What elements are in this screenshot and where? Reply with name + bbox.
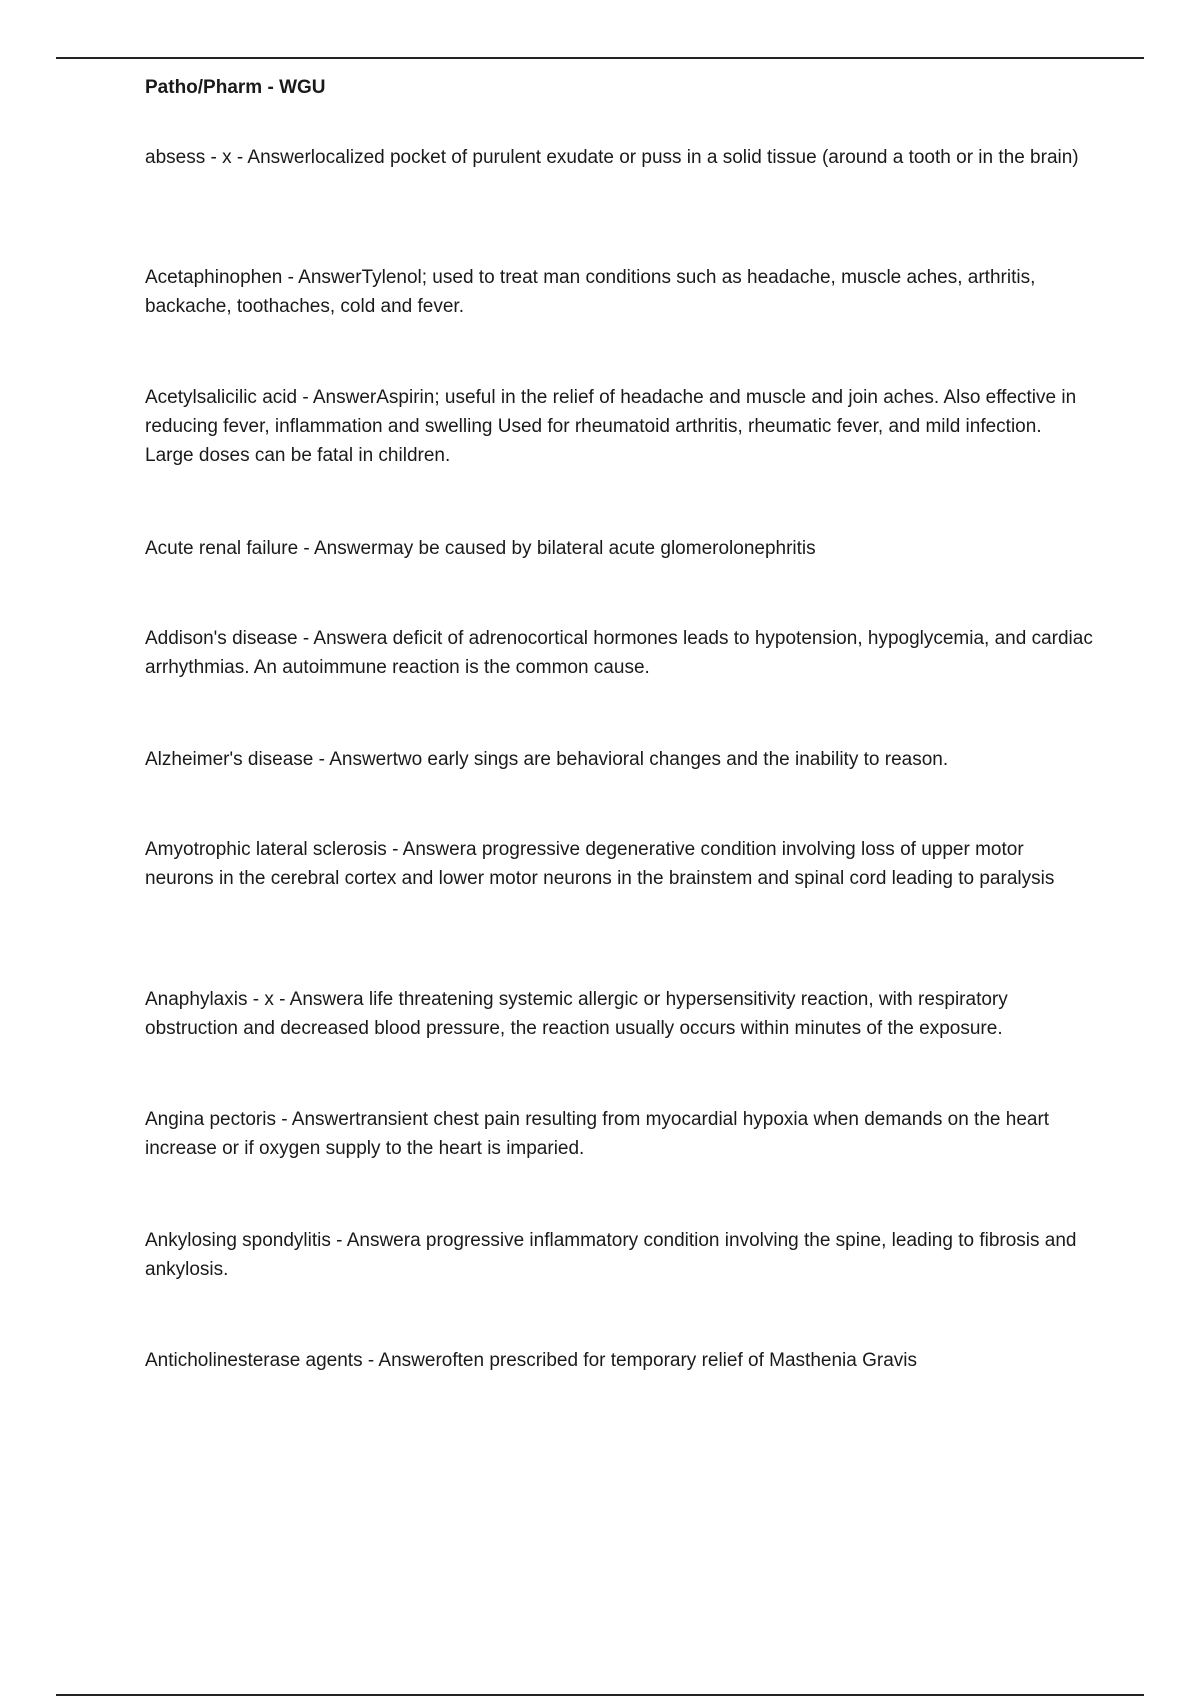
entry-term: Acetylsalicilic acid - Answer: [145, 387, 377, 408]
entry-term: Alzheimer's disease - Answer: [145, 749, 393, 770]
entry-addisons-disease: [145, 624, 1095, 682]
page-title: Patho/Pharm - WGU: [145, 77, 326, 98]
entry-definition: Tylenol; used to treat man conditions such as headache, muscle aches, arthritis, backache, toothaches, cold and fever.: [145, 267, 1036, 317]
entry-anaphylaxis: [145, 985, 1095, 1043]
entry-anticholinesterase-agents: [145, 1346, 1095, 1375]
entry-definition: may be caused by bilateral acute glomerolonephritis: [377, 538, 816, 559]
entry-absess: [145, 143, 1095, 172]
entry-term: Amyotrophic lateral sclerosis - Answer: [145, 839, 466, 860]
entry-amyotrophic-lateral-sclerosis: [145, 835, 1095, 893]
entry-term: Angina pectoris - Answer: [145, 1109, 356, 1130]
entry-ankylosing-spondylitis: [145, 1226, 1095, 1284]
entry-definition: a deficit of adrenocortical hormones leads to hypotension, hypoglycemia, and cardiac arrhythmias. An autoimmune reaction is the common cause.: [145, 628, 1093, 678]
entry-alzheimers-disease: [145, 745, 1095, 774]
entry-definition: Aspirin; useful in the relief of headache and muscle and join aches. Also effective in reducing fever, inflammation and swelling Used for rheumatoid arthritis, rheumatic fever, and mild infection. Large doses can be fatal in children.: [145, 387, 1077, 466]
entry-angina-pectoris: [145, 1105, 1095, 1163]
entry-definition: localized pocket of purulent exudate or puss in a solid tissue (around a tooth or in the brain): [310, 147, 1079, 168]
entry-definition: transient chest pain resulting from myocardial hypoxia when demands on the heart increase or if oxygen supply to the heart is imparied.: [145, 1109, 1050, 1159]
entry-term: Anaphylaxis - x - Answer: [145, 989, 354, 1010]
entry-term: absess - x - Answer: [145, 147, 311, 168]
entry-acetylsalicilic-acid: [145, 383, 1095, 470]
entry-acetaphinophen: [145, 263, 1095, 321]
entry-term: Acetaphinophen - Answer: [145, 267, 362, 288]
entry-definition: a life threatening systemic allergic or hypersensitivity reaction, with respiratory obstruction and decreased blood pressure, the reaction usually occurs within minutes of the exposure.: [145, 989, 1008, 1039]
entry-definition: a progressive degenerative condition involving loss of upper motor neurons in the cerebral cortex and lower motor neurons in the brainstem and spinal cord leading to paralysis: [145, 839, 1055, 889]
bottom-divider: [56, 1694, 1144, 1696]
top-divider: [56, 57, 1144, 59]
entry-definition: a progressive inflammatory condition involving the spine, leading to fibrosis and ankylosis.: [145, 1230, 1077, 1280]
entry-term: Addison's disease - Answer: [145, 628, 377, 649]
entry-term: Acute renal failure - Answer: [145, 538, 378, 559]
entry-definition: often prescribed for temporary relief of Masthenia Gravis: [441, 1350, 917, 1371]
entry-term: Ankylosing spondylitis - Answer: [145, 1230, 411, 1251]
entry-term: Anticholinesterase agents - Answer: [145, 1350, 442, 1371]
entry-acute-renal-failure: [145, 534, 1095, 563]
entry-definition: two early sings are behavioral changes and the inability to reason.: [392, 749, 949, 770]
